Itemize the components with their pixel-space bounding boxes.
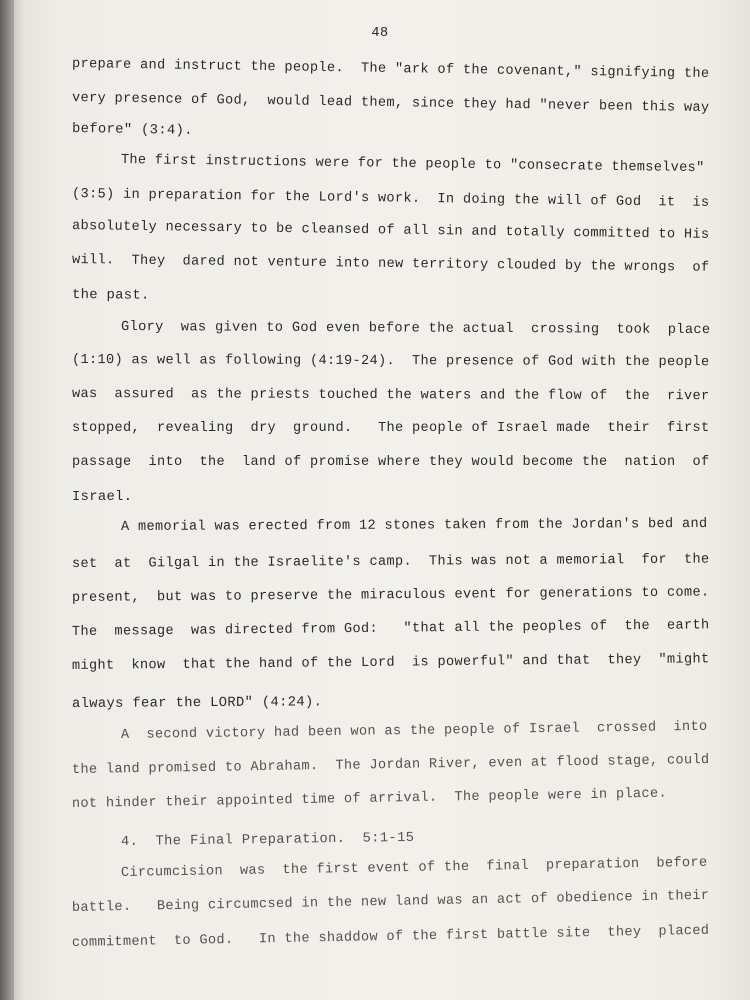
book-spine-shadow — [0, 0, 14, 1000]
text-line: will. They dared not venture into new territory clouded by the wrongs of — [71, 253, 710, 276]
text-line: A second victory had been won as the people of Israel crossed into — [120, 719, 708, 743]
text-line: present, but was to preserve the miraculous event for generations to come. — [71, 585, 710, 606]
text-line: The message was directed from God: "that all the peoples of the earth — [71, 618, 710, 640]
text-line: A memorial was erected from 12 stones taken from the Jordan's bed and — [120, 516, 708, 535]
text-line: commitment to God. In the shaddow of the first battle site they placed — [71, 923, 710, 951]
text-line: the land promised to Abraham. The Jordan River, even at flood stage, could — [71, 752, 710, 778]
text-line: before" (3:4). — [71, 122, 193, 139]
text-line: passage into the land of promise where they would become the nation of — [72, 455, 710, 470]
text-line: stopped, revealing dry ground. The people of Israel made their first — [72, 421, 710, 436]
text-line: (3:5) in preparation for the Lord's work. In doing the will of God it is — [71, 187, 710, 211]
text-line: The first instructions were for the people to "consecrate themselves" — [120, 153, 705, 177]
text-line: was assured as the priests touched the waters and the flow of the river — [71, 387, 710, 405]
text-line: (1:10) as well as following (4:19-24). The presence of God with the people — [71, 353, 710, 371]
text-line: Glory was given to God even before the actual crossing took place — [120, 320, 711, 339]
text-line: not hinder their appointed time of arrival. The people were in place. — [71, 786, 668, 812]
text-line: very presence of God, would lead them, since they had "never been this way — [71, 91, 710, 117]
text-line: prepare and instruct the people. The "ark of the covenant," signifying the — [71, 57, 710, 83]
text-line: might know that the hand of the Lord is powerful" and that they "might — [71, 652, 710, 674]
text-line: set at Gilgal in the Israelite's camp. This was not a memorial for the — [71, 552, 710, 572]
page-number: 48 — [371, 26, 389, 41]
text-line: absolutely necessary to be cleansed of all sin and totally committed to His — [71, 219, 710, 243]
text-line: the past. — [71, 288, 150, 304]
section-heading: 4. The Final Preparation. 5:1-15 — [120, 830, 415, 850]
text-line: Circumcision was the first event of the final preparation before — [120, 855, 708, 881]
text-line: Israel. — [72, 490, 133, 505]
text-line: always fear the LORD" (4:24). — [71, 695, 323, 712]
text-line: battle. Being circumcsed in the new land was an act of obedience in their — [71, 888, 710, 916]
